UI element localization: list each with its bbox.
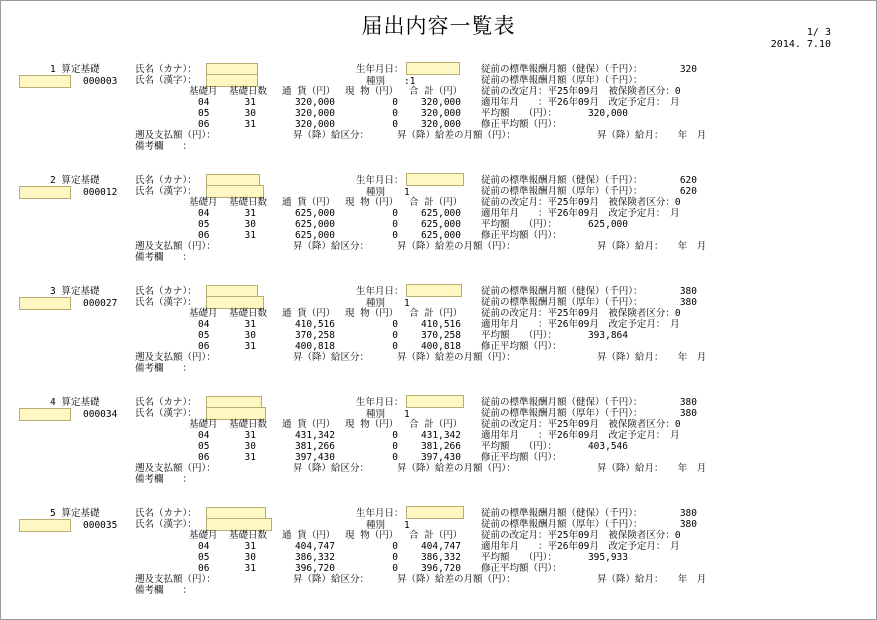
row-month: 05 — [198, 330, 210, 341]
row-days: 31 — [244, 319, 256, 330]
row-month: 06 — [198, 563, 210, 574]
row-in-kind: 0 — [392, 208, 398, 219]
row-in-kind: 0 — [392, 541, 398, 552]
birth-date-label: 生年月日： — [356, 397, 404, 408]
row-in-kind: 0 — [392, 341, 398, 352]
remarks-label: 備考欄 ： — [135, 474, 193, 485]
birth-date-label: 生年月日： — [356, 508, 404, 519]
prev-revision: 従前の改定月：平25年09月 被保険者区分：0 — [481, 197, 681, 208]
birth-date-field[interactable] — [406, 62, 460, 75]
row-currency: 386,332 — [294, 552, 335, 563]
row-currency: 320,000 — [294, 108, 335, 119]
col-base-month: 基礎月 — [189, 530, 218, 541]
prev-health-label: 従前の標準報酬月額（健保）（千円）： — [481, 508, 643, 519]
employee-code: 000027 — [83, 298, 118, 309]
type-value: 1 — [404, 409, 410, 420]
remarks-label: 備考欄 ： — [135, 363, 193, 374]
row-days: 31 — [244, 341, 256, 352]
employee-code-box[interactable] — [19, 519, 71, 532]
name-kana-label: 氏名（カナ）： — [135, 508, 197, 519]
row-in-kind: 0 — [392, 319, 398, 330]
employee-code-box[interactable] — [19, 186, 71, 199]
record-number: 5 算定基礎 — [50, 508, 100, 519]
raise-diff-label: 昇（降）給差の月額（円）： — [397, 574, 516, 585]
apply-month: 適用年月 ：平26年09月 改定予定月： 月 — [481, 319, 680, 330]
raise-month-label: 昇（降）給月： 年 月 — [597, 574, 707, 585]
average-label: 平均額 （円）： — [481, 330, 558, 341]
row-days: 31 — [244, 541, 256, 552]
type-label: 種別 — [366, 76, 386, 87]
row-total: 625,000 — [420, 230, 461, 241]
employee-code: 000035 — [83, 520, 118, 531]
col-in-kind: 現 物（円） — [345, 197, 399, 208]
prev-pension-value: 620 — [679, 186, 697, 197]
row-in-kind: 0 — [392, 563, 398, 574]
row-days: 31 — [244, 208, 256, 219]
col-in-kind: 現 物（円） — [345, 530, 399, 541]
col-currency: 通 貨（円） — [282, 197, 336, 208]
col-base-month: 基礎月 — [189, 419, 218, 430]
retro-payment-label: 遡及支払額（円）： — [135, 130, 216, 141]
prev-revision: 従前の改定月：平25年09月 被保険者区分：0 — [481, 419, 681, 430]
row-month: 05 — [198, 219, 210, 230]
type-value: 1 — [404, 298, 410, 309]
employee-code: 000003 — [83, 76, 118, 87]
row-total: 397,430 — [420, 452, 461, 463]
name-kanji-label: 氏名（漢字）： — [135, 297, 197, 308]
row-total: 431,342 — [420, 430, 461, 441]
type-label: 種別 — [366, 409, 386, 420]
row-currency: 381,266 — [294, 441, 335, 452]
raise-diff-label: 昇（降）給差の月額（円）： — [397, 352, 516, 363]
row-in-kind: 0 — [392, 219, 398, 230]
row-days: 30 — [244, 552, 256, 563]
raise-diff-label: 昇（降）給差の月額（円）： — [397, 130, 516, 141]
row-in-kind: 0 — [392, 330, 398, 341]
row-in-kind: 0 — [392, 119, 398, 130]
row-days: 30 — [244, 330, 256, 341]
report-date: 2014. 7.10 — [770, 39, 831, 50]
row-month: 06 — [198, 230, 210, 241]
type-label: 種別 — [366, 298, 386, 309]
page-number: 1/ 3 — [806, 27, 831, 38]
col-base-days: 基礎日数 — [229, 308, 268, 319]
birth-date-field[interactable] — [406, 173, 464, 186]
row-in-kind: 0 — [392, 552, 398, 563]
birth-date-label: 生年月日： — [356, 286, 404, 297]
corrected-average-label: 修正平均額（円）： — [481, 341, 562, 352]
col-in-kind: 現 物（円） — [345, 419, 399, 430]
type-value: 1 — [404, 187, 410, 198]
prev-pension-label: 従前の標準報酬月額（厚年）（千円）： — [481, 408, 643, 419]
raise-month-label: 昇（降）給月： 年 月 — [597, 241, 707, 252]
employee-code: 000012 — [83, 187, 118, 198]
raise-class-label: 昇（降）給区分： — [293, 574, 370, 585]
prev-revision: 従前の改定月：平25年09月 被保険者区分：0 — [481, 86, 681, 97]
row-days: 31 — [244, 452, 256, 463]
employee-code-box[interactable] — [19, 75, 71, 88]
employee-code: 000034 — [83, 409, 118, 420]
raise-class-label: 昇（降）給区分： — [293, 241, 370, 252]
prev-health-label: 従前の標準報酬月額（健保）（千円）： — [481, 175, 643, 186]
average-value: 320,000 — [587, 108, 628, 119]
col-currency: 通 貨（円） — [282, 530, 336, 541]
col-base-month: 基礎月 — [189, 197, 218, 208]
raise-month-label: 昇（降）給月： 年 月 — [597, 352, 707, 363]
row-currency: 625,000 — [294, 219, 335, 230]
average-label: 平均額 （円）： — [481, 552, 558, 563]
row-month: 06 — [198, 119, 210, 130]
prev-pension-value: 380 — [679, 519, 697, 530]
row-month: 06 — [198, 452, 210, 463]
employee-code-box[interactable] — [19, 408, 71, 421]
type-label: 種別 — [366, 187, 386, 198]
prev-health-label: 従前の標準報酬月額（健保）（千円）： — [481, 397, 643, 408]
row-currency: 625,000 — [294, 230, 335, 241]
row-currency: 431,342 — [294, 430, 335, 441]
row-total: 386,332 — [420, 552, 461, 563]
col-total: 合 計（円） — [409, 530, 463, 541]
retro-payment-label: 遡及支払額（円）： — [135, 352, 216, 363]
col-currency: 通 貨（円） — [282, 86, 336, 97]
row-currency: 320,000 — [294, 97, 335, 108]
row-days: 30 — [244, 108, 256, 119]
row-total: 410,516 — [420, 319, 461, 330]
type-label: 種別 — [366, 520, 386, 531]
corrected-average-label: 修正平均額（円）： — [481, 452, 562, 463]
remarks-label: 備考欄 ： — [135, 252, 193, 263]
row-in-kind: 0 — [392, 441, 398, 452]
type-value: :1 — [404, 76, 416, 87]
birth-date-field[interactable] — [406, 506, 464, 519]
prev-health-label: 従前の標準報酬月額（健保）（千円）： — [481, 286, 643, 297]
prev-pension-label: 従前の標準報酬月額（厚年）（千円）： — [481, 519, 643, 530]
row-currency: 320,000 — [294, 119, 335, 130]
row-month: 04 — [198, 97, 210, 108]
row-total: 404,747 — [420, 541, 461, 552]
prev-health-value: 380 — [679, 397, 697, 408]
row-total: 381,266 — [420, 441, 461, 452]
prev-revision: 従前の改定月：平25年09月 被保険者区分：0 — [481, 308, 681, 319]
col-total: 合 計（円） — [409, 419, 463, 430]
raise-class-label: 昇（降）給区分： — [293, 130, 370, 141]
prev-pension-label: 従前の標準報酬月額（厚年）（千円）： — [481, 75, 643, 86]
col-base-month: 基礎月 — [189, 86, 218, 97]
col-base-days: 基礎日数 — [229, 197, 268, 208]
prev-pension-value: 380 — [679, 297, 697, 308]
apply-month: 適用年月 ：平26年09月 改定予定月： 月 — [481, 430, 680, 441]
corrected-average-label: 修正平均額（円）： — [481, 119, 562, 130]
birth-date-field[interactable] — [406, 284, 462, 297]
col-base-days: 基礎日数 — [229, 419, 268, 430]
col-total: 合 計（円） — [409, 86, 463, 97]
row-currency: 370,258 — [294, 330, 335, 341]
name-kanji-label: 氏名（漢字）： — [135, 408, 197, 419]
raise-month-label: 昇（降）給月： 年 月 — [597, 463, 707, 474]
row-currency: 625,000 — [294, 208, 335, 219]
name-kana-label: 氏名（カナ）： — [135, 175, 197, 186]
row-days: 30 — [244, 219, 256, 230]
col-in-kind: 現 物（円） — [345, 86, 399, 97]
col-base-days: 基礎日数 — [229, 86, 268, 97]
row-total: 625,000 — [420, 219, 461, 230]
raise-class-label: 昇（降）給区分： — [293, 352, 370, 363]
corrected-average-label: 修正平均額（円）： — [481, 563, 562, 574]
row-in-kind: 0 — [392, 430, 398, 441]
raise-class-label: 昇（降）給区分： — [293, 463, 370, 474]
name-kanji-label: 氏名（漢字）： — [135, 75, 197, 86]
birth-date-label: 生年月日： — [356, 175, 404, 186]
row-total: 396,720 — [420, 563, 461, 574]
row-month: 05 — [198, 441, 210, 452]
apply-month: 適用年月 ：平26年09月 改定予定月： 月 — [481, 97, 680, 108]
col-currency: 通 貨（円） — [282, 419, 336, 430]
raise-diff-label: 昇（降）給差の月額（円）： — [397, 463, 516, 474]
row-total: 320,000 — [420, 119, 461, 130]
col-currency: 通 貨（円） — [282, 308, 336, 319]
average-label: 平均額 （円）： — [481, 441, 558, 452]
corrected-average-label: 修正平均額（円）： — [481, 230, 562, 241]
name-kana-label: 氏名（カナ）： — [135, 397, 197, 408]
row-currency: 397,430 — [294, 452, 335, 463]
row-days: 31 — [244, 97, 256, 108]
row-days: 31 — [244, 119, 256, 130]
row-total: 320,000 — [420, 97, 461, 108]
report-title: 届出内容一覧表 — [361, 14, 516, 38]
col-in-kind: 現 物（円） — [345, 308, 399, 319]
row-total: 625,000 — [420, 208, 461, 219]
average-label: 平均額 （円）： — [481, 219, 558, 230]
row-month: 06 — [198, 341, 210, 352]
raise-month-label: 昇（降）給月： 年 月 — [597, 130, 707, 141]
row-in-kind: 0 — [392, 230, 398, 241]
record-number: 3 算定基礎 — [50, 286, 100, 297]
row-days: 30 — [244, 441, 256, 452]
name-kana-label: 氏名（カナ）： — [135, 286, 197, 297]
row-total: 370,258 — [420, 330, 461, 341]
col-total: 合 計（円） — [409, 197, 463, 208]
row-currency: 396,720 — [294, 563, 335, 574]
row-days: 31 — [244, 230, 256, 241]
prev-pension-label: 従前の標準報酬月額（厚年）（千円）： — [481, 297, 643, 308]
prev-pension-label: 従前の標準報酬月額（厚年）（千円）： — [481, 186, 643, 197]
birth-date-label: 生年月日： — [356, 64, 404, 75]
row-total: 400,818 — [420, 341, 461, 352]
average-value: 393,864 — [587, 330, 628, 341]
col-total: 合 計（円） — [409, 308, 463, 319]
record-number: 4 算定基礎 — [50, 397, 100, 408]
row-month: 04 — [198, 541, 210, 552]
row-currency: 410,516 — [294, 319, 335, 330]
retro-payment-label: 遡及支払額（円）： — [135, 241, 216, 252]
name-kanji-label: 氏名（漢字）： — [135, 186, 197, 197]
employee-code-box[interactable] — [19, 297, 71, 310]
average-value: 625,000 — [587, 219, 628, 230]
col-base-month: 基礎月 — [189, 308, 218, 319]
apply-month: 適用年月 ：平26年09月 改定予定月： 月 — [481, 541, 680, 552]
average-value: 403,546 — [587, 441, 628, 452]
col-base-days: 基礎日数 — [229, 530, 268, 541]
remarks-label: 備考欄 ： — [135, 141, 193, 152]
retro-payment-label: 遡及支払額（円）： — [135, 463, 216, 474]
row-days: 31 — [244, 563, 256, 574]
apply-month: 適用年月 ：平26年09月 改定予定月： 月 — [481, 208, 680, 219]
remarks-label: 備考欄 ： — [135, 585, 193, 596]
row-in-kind: 0 — [392, 97, 398, 108]
row-in-kind: 0 — [392, 452, 398, 463]
row-month: 05 — [198, 108, 210, 119]
retro-payment-label: 遡及支払額（円）： — [135, 574, 216, 585]
prev-revision: 従前の改定月：平25年09月 被保険者区分：0 — [481, 530, 681, 541]
prev-health-value: 380 — [679, 508, 697, 519]
prev-health-value: 620 — [679, 175, 697, 186]
row-currency: 400,818 — [294, 341, 335, 352]
row-in-kind: 0 — [392, 108, 398, 119]
name-kanji-label: 氏名（漢字）： — [135, 519, 197, 530]
prev-pension-value: 380 — [679, 408, 697, 419]
prev-health-value: 380 — [679, 286, 697, 297]
row-month: 05 — [198, 552, 210, 563]
row-month: 04 — [198, 208, 210, 219]
raise-diff-label: 昇（降）給差の月額（円）： — [397, 241, 516, 252]
row-days: 31 — [244, 430, 256, 441]
row-month: 04 — [198, 319, 210, 330]
prev-health-value: 320 — [679, 64, 697, 75]
type-value: 1 — [404, 520, 410, 531]
row-currency: 404,747 — [294, 541, 335, 552]
record-number: 1 算定基礎 — [50, 64, 100, 75]
birth-date-field[interactable] — [406, 395, 464, 408]
row-month: 04 — [198, 430, 210, 441]
row-total: 320,000 — [420, 108, 461, 119]
record-number: 2 算定基礎 — [50, 175, 100, 186]
average-label: 平均額 （円）： — [481, 108, 558, 119]
name-kana-label: 氏名（カナ）： — [135, 64, 197, 75]
average-value: 395,933 — [587, 552, 628, 563]
prev-health-label: 従前の標準報酬月額（健保）（千円）： — [481, 64, 643, 75]
